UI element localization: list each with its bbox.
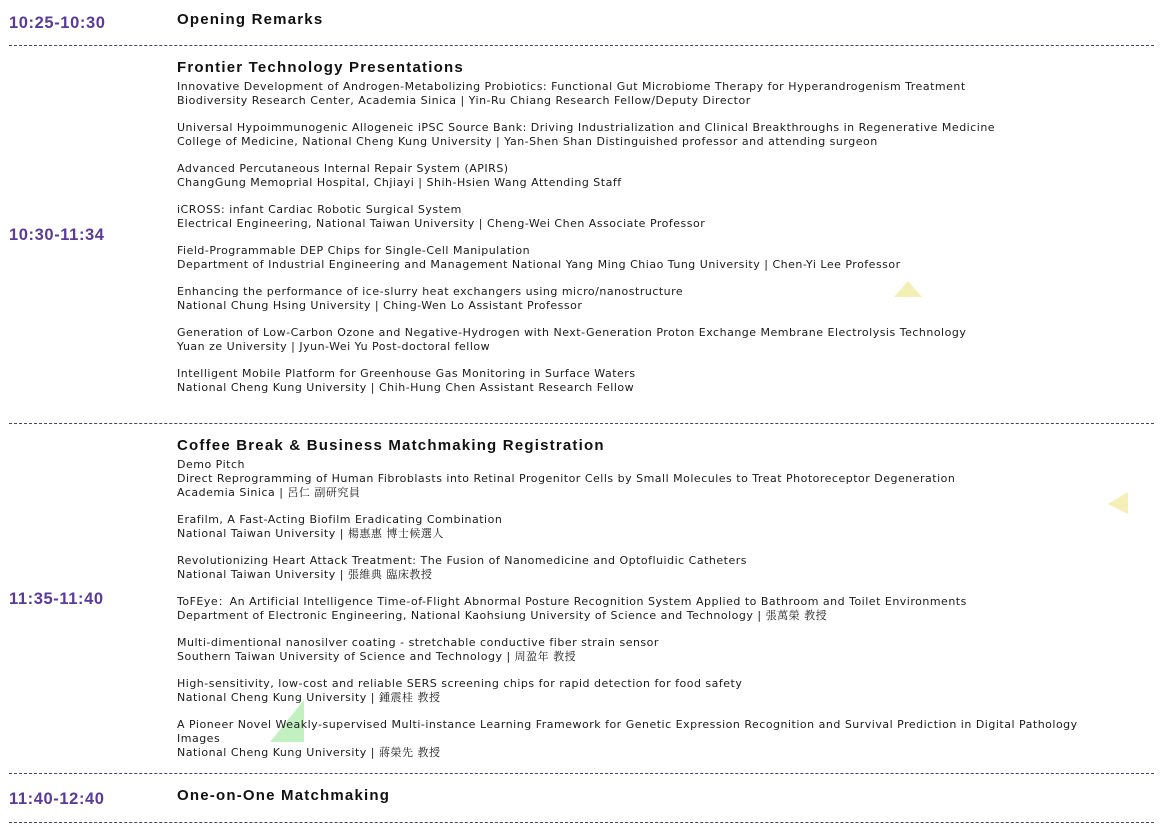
talk-item	[177, 162, 1163, 190]
talk-speaker: Electrical Engineering, National Taiwan University | Cheng-Wei Chen Associate Professor	[177, 217, 706, 230]
session-title: Opening Remarks	[177, 11, 324, 28]
talk-topic: Direct Reprogramming of Human Fibroblasts into Retinal Progenitor Cells by Small Molecules to Treat Photoreceptor Degeneration	[177, 472, 956, 485]
demo-pitch-label: Demo Pitch	[177, 458, 245, 471]
talk-topic: Enhancing the performance of ice-slurry heat exchangers using micro/nanostructure	[177, 285, 684, 298]
talk-speaker: Academia Sinica | 呂仁 副研究員	[177, 486, 361, 499]
talk-topic: Revolutionizing Heart Attack Treatment: The Fusion of Nanomedicine and Optofluidic Catheters	[177, 554, 747, 567]
talk-item	[177, 677, 1163, 705]
talk-topic: Intelligent Mobile Platform for Greenhouse Gas Monitoring in Surface Waters	[177, 367, 636, 380]
talk-item	[177, 718, 1163, 760]
talk-item	[177, 121, 1163, 149]
session-title: One-on-One Matchmaking	[177, 787, 391, 804]
talk-speaker: Yuan ze University | Jyun-Wei Yu Post-doctoral fellow	[177, 340, 491, 353]
talk-topic: Erafilm, A Fast-Acting Biofilm Eradicating Combination	[177, 513, 503, 526]
talk-item	[177, 203, 1163, 231]
session-time: 10:25-10:30	[9, 14, 106, 32]
talk-item	[177, 458, 1163, 500]
talk-topic: A Pioneer Novel Weakly-supervised Multi-instance Learning Framework for Genetic Expression Recognition and Survival Prediction in Digital Pathology Images	[177, 718, 1078, 745]
talk-item	[177, 513, 1163, 541]
session-title: Coffee Break & Business Matchmaking Registration	[177, 437, 605, 454]
talk-speaker: National Taiwan University | 楊惠惠 博士候選人	[177, 527, 444, 540]
talk-speaker: Department of Industrial Engineering and Management National Yang Ming Chiao Tung University | Chen-Yi Lee Professor	[177, 258, 901, 271]
session-matchmaking	[0, 774, 1163, 824]
talk-topic: High-sensitivity, low-cost and reliable SERS screening chips for rapid detection for food safety	[177, 677, 743, 690]
talk-topic: Universal Hypoimmunogenic Allogeneic iPSC Source Bank: Driving Industrialization and Clinical Breakthroughs in Regenerative Medicine	[177, 121, 996, 134]
talk-speaker: Southern Taiwan University of Science and Technology | 周盈年 教授	[177, 650, 577, 663]
talk-topic: Innovative Development of Androgen-Metabolizing Probiotics: Functional Gut Microbiome Therapy for Hyperandrogenism Treatment	[177, 80, 966, 93]
talk-item	[177, 554, 1163, 582]
talk-item	[177, 326, 1163, 354]
talk-topic: Generation of Low-Carbon Ozone and Negative-Hydrogen with Next-Generation Proton Exchange Membrane Electrolysis Technology	[177, 326, 967, 339]
talk-topic: Advanced Percutaneous Internal Repair System (APIRS)	[177, 162, 509, 175]
talk-item	[177, 285, 1163, 313]
session-frontier-tech	[0, 46, 1163, 424]
talk-speaker: Biodiversity Research Center, Academia Sinica | Yin-Ru Chiang Research Fellow/Deputy Director	[177, 94, 751, 107]
talk-item	[177, 636, 1163, 664]
session-time: 11:35-11:40	[9, 589, 104, 608]
session-time: 11:40-12:40	[9, 790, 105, 808]
talk-speaker: College of Medicine, National Cheng Kung University | Yan-Shen Shan Distinguished professor and attending surgeon	[177, 135, 878, 148]
talk-topic: ToFEye：An Artificial Intelligence Time-of-Flight Abnormal Posture Recognition System Applied to Bathroom and Toilet Environments	[177, 595, 967, 608]
talk-topic: Multi-dimentional nanosilver coating - stretchable conductive fiber strain sensor	[177, 636, 659, 649]
talk-speaker: ChangGung Memoprial Hospital, Chjiayi | Shih-Hsien Wang Attending Staff	[177, 176, 622, 189]
session-opening-remarks	[0, 0, 1163, 46]
talk-speaker: Department of Electronic Engineering, National Kaohsiung University of Science and Technology | 張萬榮 教授	[177, 609, 828, 622]
talk-speaker: National Cheng Kung University | 蔣榮先 教授	[177, 746, 441, 759]
talk-speaker: National Chung Hsing University | Ching-Wen Lo Assistant Professor	[177, 299, 583, 312]
talk-topic: Field-Programmable DEP Chips for Single-Cell Manipulation	[177, 244, 531, 257]
talk-item	[177, 244, 1163, 272]
talk-speaker: National Taiwan University | 張維典 臨床教授	[177, 568, 433, 581]
session-coffee-break-demo	[0, 424, 1163, 774]
talk-item	[177, 595, 1163, 623]
talk-topic: iCROSS: infant Cardiac Robotic Surgical System	[177, 203, 462, 216]
session-title: Frontier Technology Presentations	[177, 59, 464, 76]
session-time: 10:30-11:34	[9, 225, 105, 244]
talk-item	[177, 367, 1163, 395]
talk-item	[177, 80, 1163, 108]
talk-speaker: National Cheng Kung University | 鍾震桂 教授	[177, 691, 441, 704]
divider	[9, 822, 1154, 823]
talk-speaker: National Cheng Kung University | Chih-Hung Chen Assistant Research Fellow	[177, 381, 635, 394]
